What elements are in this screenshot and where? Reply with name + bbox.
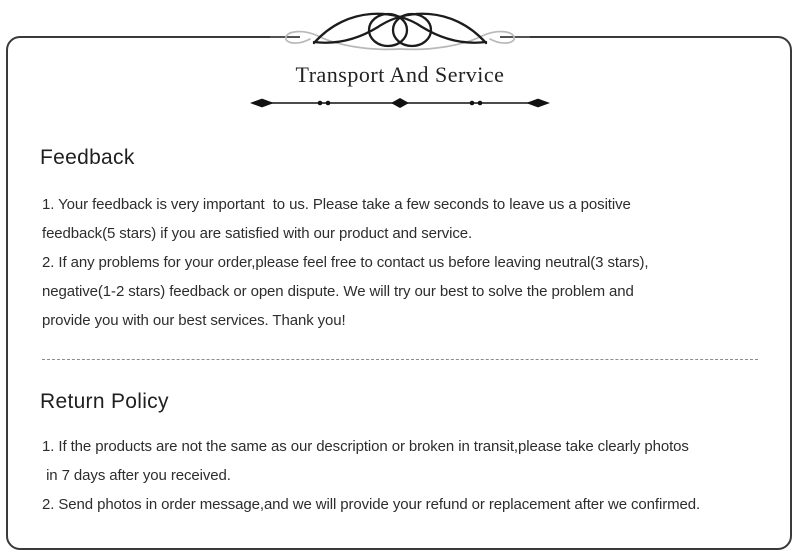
section-divider — [42, 359, 758, 360]
return-policy-text — [42, 432, 772, 519]
feedback-line: feedback(5 stars) if you are satisfied with our product and service. — [42, 225, 473, 242]
calligraphic-flourish-icon — [270, 5, 530, 59]
feedback-line: negative(1-2 stars) feedback or open dispute. We will try our best to solve the problem and — [42, 283, 634, 300]
return-policy-line: 1. If the products are not the same as our description or broken in transit,please take clearly photos — [42, 438, 689, 455]
return-policy-line: in 7 days after you received. — [42, 467, 231, 484]
feedback-line: provide you with our best services. Thank you! — [42, 312, 346, 329]
feedback-heading: Feedback — [40, 146, 135, 169]
feedback-line: 1. Your feedback is very important to us. Please take a few seconds to leave us a positive — [42, 196, 631, 213]
return-policy-line: 2. Send photos in order message,and we will provide your refund or replacement after we confirmed. — [42, 496, 701, 513]
feedback-line: 2. If any problems for your order,please feel free to contact us before leaving neutral(3 stars), — [42, 254, 649, 271]
feedback-text — [42, 190, 772, 335]
page-title: Transport And Service — [295, 62, 505, 87]
return-policy-heading: Return Policy — [40, 390, 169, 413]
diamond-line-ornament-icon — [250, 96, 550, 110]
